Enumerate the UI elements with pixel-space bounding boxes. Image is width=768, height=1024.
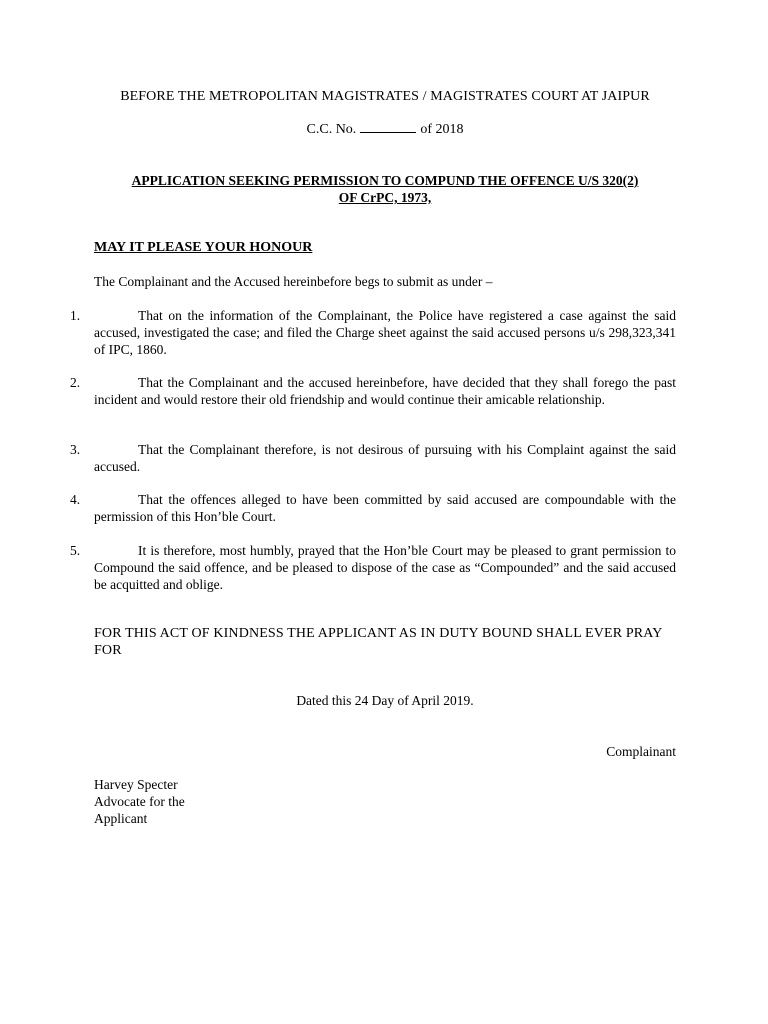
application-title-line-2: OF CrPC, 1973, — [338, 190, 432, 205]
advocate-role-line-1: Advocate for the — [94, 794, 185, 809]
paragraph: That the offences alleged to have been committed by said accused are compoundable with the permission of this Hon’ble Court. — [94, 492, 676, 524]
complainant-label: Complainant — [606, 744, 676, 759]
salutation: MAY IT PLEASE YOUR HONOUR — [94, 240, 313, 255]
intro-text: The Complainant and the Accused hereinbefore begs to submit as under – — [94, 274, 493, 289]
paragraph-number: 3. — [70, 442, 81, 457]
paragraph-number: 4. — [70, 492, 81, 507]
case-number-suffix: of 2018 — [420, 122, 464, 137]
application-title — [94, 172, 676, 206]
paragraph-number: 5. — [70, 543, 81, 558]
paragraph: That on the information of the Complainant, the Police have registered a case against the said accused, investigated the case; and filed the Charge sheet against the said accused persons u/s 298,323,341 of IPC, 1860. — [94, 308, 676, 357]
paragraph-number: 1. — [70, 308, 81, 323]
prayer-text: FOR THIS ACT OF KINDNESS THE APPLICANT AS IN DUTY BOUND SHALL EVER PRAY FOR — [94, 626, 663, 658]
paragraph: That the Complainant and the accused hereinbefore, have decided that they shall forego the past incident and would restore their old friendship and would continue their amicable relationship. — [94, 375, 676, 407]
case-number — [94, 121, 676, 138]
paragraph: That the Complainant therefore, is not desirous of pursuing with his Complaint against the said accused. — [94, 442, 676, 474]
case-number-blank — [360, 122, 416, 133]
paragraph-number: 2. — [70, 375, 81, 390]
court-heading: BEFORE THE METROPOLITAN MAGISTRATES / MAGISTRATES COURT AT JAIPUR — [120, 89, 650, 104]
signoff-block — [94, 776, 185, 827]
advocate-role-line-2: Applicant — [94, 811, 148, 826]
paragraph: It is therefore, most humbly, prayed that the Hon’ble Court may be pleased to grant permission to Compound the said offence, and be pleased to dispose of the case as “Compounded” and the said accused be acquitted and oblige. — [94, 543, 676, 592]
application-title-line-1: APPLICATION SEEKING PERMISSION TO COMPUND THE OFFENCE U/S 320(2) — [131, 173, 639, 188]
case-number-prefix: C.C. No. — [306, 122, 357, 137]
date-line: Dated this 24 Day of April 2019. — [296, 693, 474, 708]
advocate-name: Harvey Specter — [94, 777, 178, 792]
